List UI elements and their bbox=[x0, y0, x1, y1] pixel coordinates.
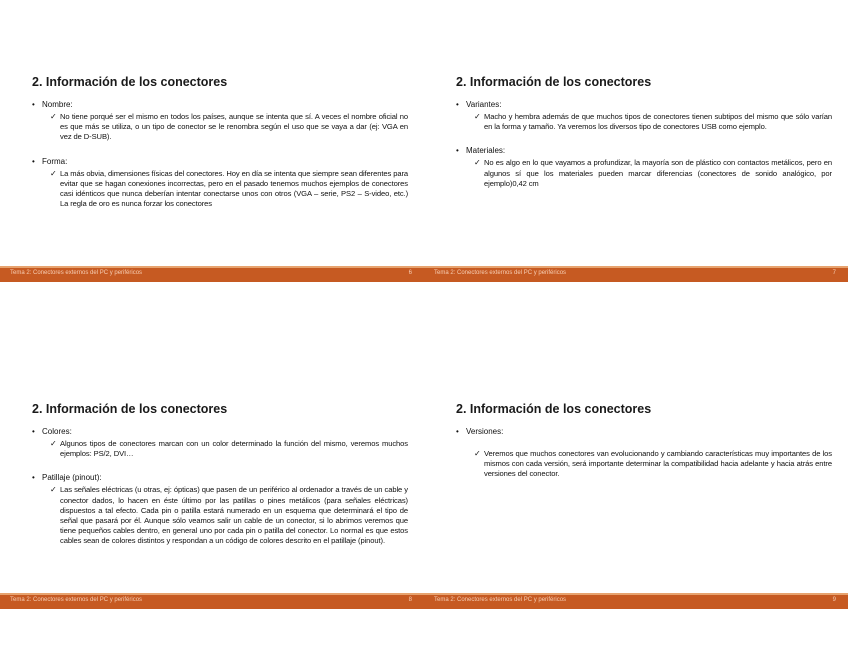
bullet-text: Macho y hembra además de que muchos tipos de conectores tienen subtipos del mismo que sólo varían en la forma y tamaño. Ya veremos los diversos tipo de conectores USB como ejemplo. bbox=[484, 112, 832, 132]
bullet-dot-icon: • bbox=[32, 156, 35, 166]
bullet-dot-icon: • bbox=[456, 146, 459, 156]
bullet-head: Forma: bbox=[42, 156, 68, 166]
slide-6 bbox=[0, 0, 424, 327]
bullet-text: No tiene porqué ser el mismo en todos los países, aunque se intenta que sí. A veces el nombre oficial no es que más se utiliza, o un tipo de conector se le renombra según el uso que se vaya a dar (ej: VGA en vez de D-SUB). bbox=[60, 112, 408, 142]
checkmark-icon: ✓ bbox=[474, 112, 481, 121]
slide-title: 2. Información de los conectores bbox=[456, 75, 652, 89]
slide-7 bbox=[424, 0, 848, 327]
bullet-text: Algunos tipos de conectores marcan con un color determinado la función del mismo, veremos muchos ejemplos: PS/2, DVI… bbox=[60, 439, 408, 459]
slide-footer bbox=[424, 595, 848, 609]
bullet-head: Materiales: bbox=[466, 146, 506, 156]
checkmark-icon: ✓ bbox=[474, 158, 481, 168]
checkmark-icon: ✓ bbox=[50, 439, 57, 448]
bullet-text: Veremos que muchos conectores van evolucionando y cambiando características muy importantes de los mismos con cada versión, será importante determinar la compatibilidad hacia adelante y hacia atrás entre versiones del conector. bbox=[484, 449, 832, 479]
bullet-text: No es algo en lo que vayamos a profundizar, la mayoría son de plástico con contactos metálicos, pero en algunos sí que los materiales pueden marcar diferencias (conectores de sonido analógico, por ejemplo)0,42 cm bbox=[484, 158, 832, 188]
slide-8 bbox=[0, 327, 424, 654]
bullet-dot-icon: • bbox=[32, 100, 35, 109]
slide-footer bbox=[424, 268, 848, 282]
slide-content bbox=[32, 427, 408, 555]
bullet-head: Versiones: bbox=[466, 427, 504, 436]
bullet-text: La más obvia, dimensiones físicas del conectores. Hoy en día se intenta que siempre sean diferentes para evitar que se hagan conexiones incorrectas, pero en el pasado tenemos muchos ejemplos de conectores casi idénticos que nunca deberían intentar conectarse unos con otros (VGA – serie, PS2 – S-video, etc.) La regla de oro es nunca forzar los conectores bbox=[60, 168, 408, 209]
bullet-head: Variantes: bbox=[466, 100, 502, 109]
slide-title: 2. Información de los conectores bbox=[32, 402, 228, 416]
slide-footer bbox=[0, 268, 424, 282]
checkmark-icon: ✓ bbox=[474, 449, 481, 458]
bullet-patillaje bbox=[32, 473, 408, 546]
footer-text: Tema 2: Conectores externos del PC y periféricos bbox=[10, 597, 143, 603]
slide-footer bbox=[0, 595, 424, 609]
footer-text: Tema 2: Conectores externos del PC y periféricos bbox=[10, 270, 143, 276]
checkmark-icon: ✓ bbox=[50, 112, 57, 121]
bullet-text: Las señales eléctricas (u otras, ej: ópticas) que pasen de un periférico al ordenador a través de un cable y conector dados, lo hacen en éste último por las patillas o pines metálicos (para señales eléctricas) dispuestos a tal efecto. Cada pin o patilla estará numerado en un esquema que determinará el tipo de señal que pasará por él. Aunque sólo veamos salir un cable de un conector, si lo abrimos veremos que tiene pequeños cables dentro, en general uno por cada pin o patilla del conector. Lo normal es que estos cables sean de colores distintos y respondan a un código de colores descrito en el patillaje (pinout). bbox=[60, 485, 408, 546]
page-number: 6 bbox=[408, 270, 412, 276]
slide-content bbox=[456, 427, 832, 488]
bullet-versiones bbox=[456, 427, 832, 480]
bullet-dot-icon: • bbox=[456, 427, 459, 436]
page-number: 8 bbox=[408, 597, 412, 603]
page-number: 7 bbox=[832, 270, 836, 276]
footer-text: Tema 2: Conectores externos del PC y periféricos bbox=[434, 270, 567, 276]
bullet-variantes bbox=[456, 100, 832, 132]
bullet-materiales bbox=[456, 146, 832, 189]
slide-title: 2. Información de los conectores bbox=[456, 402, 652, 416]
bullet-nombre bbox=[32, 100, 408, 143]
footer-text: Tema 2: Conectores externos del PC y periféricos bbox=[434, 597, 567, 603]
slide-content bbox=[456, 100, 832, 197]
slide-content bbox=[32, 100, 408, 217]
slide-9 bbox=[424, 327, 848, 654]
checkmark-icon: ✓ bbox=[50, 168, 57, 178]
bullet-head: Nombre: bbox=[42, 100, 73, 109]
slide-title: 2. Información de los conectores bbox=[32, 75, 228, 89]
page-number: 9 bbox=[832, 597, 836, 603]
bullet-dot-icon: • bbox=[32, 473, 35, 483]
bullet-head: Patillaje (pinout): bbox=[42, 473, 102, 483]
checkmark-icon: ✓ bbox=[50, 485, 57, 495]
bullet-head: Colores: bbox=[42, 427, 72, 436]
bullet-dot-icon: • bbox=[456, 100, 459, 109]
bullet-dot-icon: • bbox=[32, 427, 35, 436]
bullet-forma bbox=[32, 157, 408, 210]
bullet-colores bbox=[32, 427, 408, 459]
